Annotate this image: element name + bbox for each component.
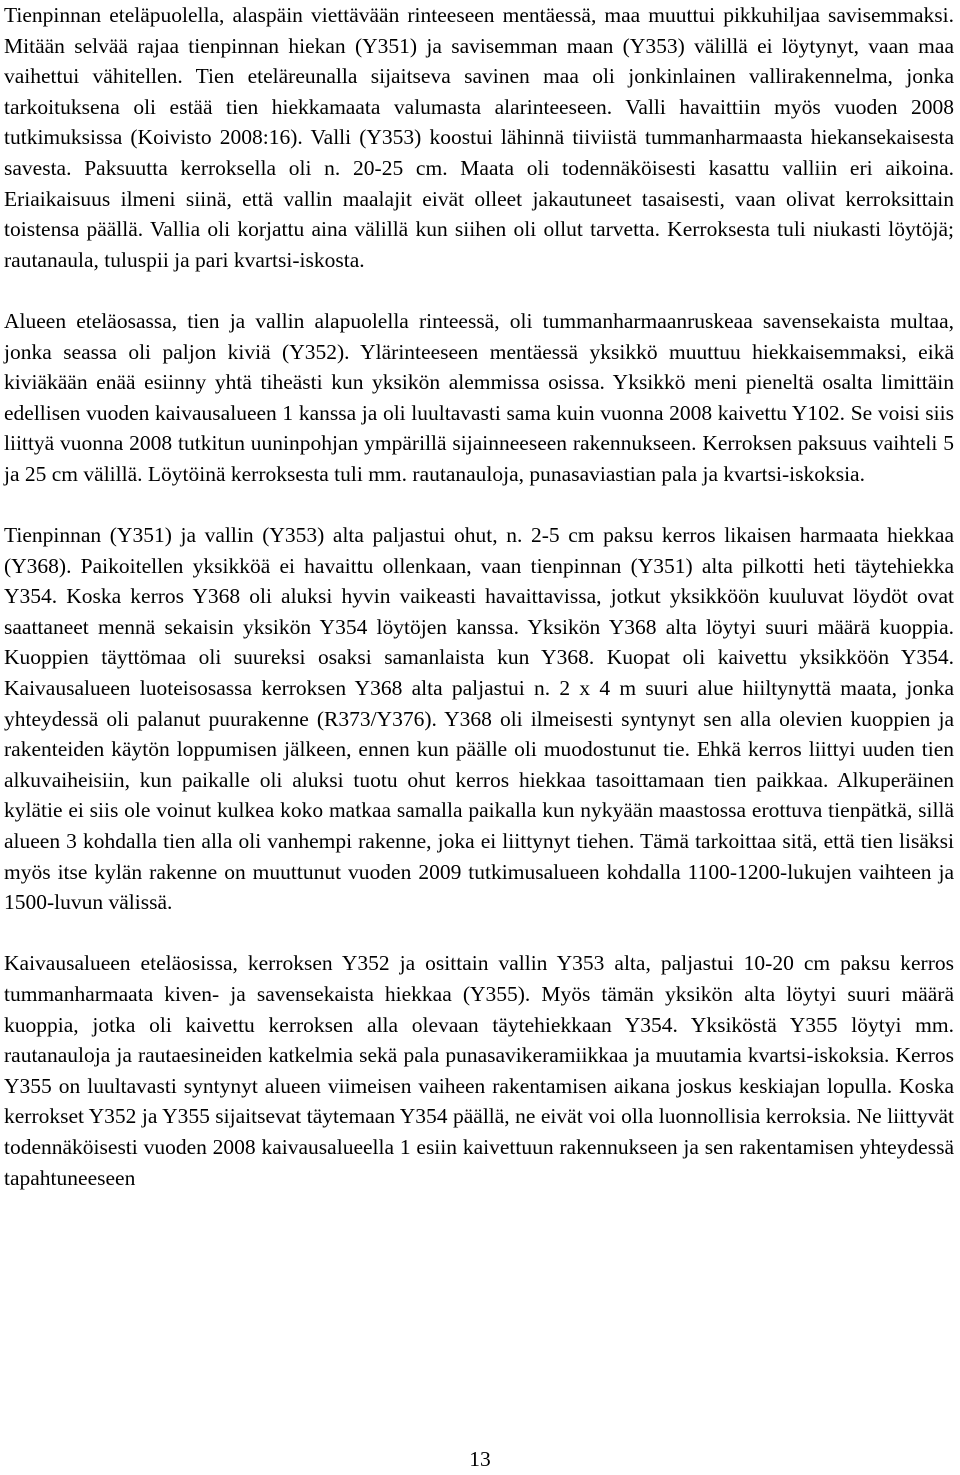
document-page <box>4 0 954 1193</box>
page-number: 13 <box>469 1447 491 1471</box>
paragraph-road-and-embankment: Tienpinnan eteläpuolella, alaspäin viettävään rinteeseen mentäessä, maa muuttui pikkuhiljaa savisemmaksi. Mitään selvää rajaa tienpinnan hiekan (Y351) ja savisemman maan (Y353) välillä ei löytynyt, vaan maa vaihettui vähitellen. Tien eteläreunalla sijaitseva savinen maa oli jonkinlainen vallirakennelma, jonka tarkoituksena oli estää tien hiekkamaata valumasta alarinteeseen. Valli havaittiin myös vuoden 2008 tutkimuksissa (Koivisto 2008:16). Valli (Y353) koostui lähinnä tiiviistä tummanharmaasta hiekansekaisesta savesta. Paksuutta kerroksella oli n. 20-25 cm. Maata oli todennäköisesti kasattu valliin eri aikoina. Eriaikaisuus ilmeni siinä, että vallin maalajit eivät olleet jakautuneet tasaisesti, vaan olivat kerroksittain toistensa päällä. Vallia oli korjattu aina välillä kun siihen oli ollut tarvetta. Kerroksesta tuli niukasti löytöjä; rautanaula, tuluspii ja pari kvartsi-iskosta. <box>4 3 954 272</box>
paragraph-layer-y355: Kaivausalueen eteläosissa, kerroksen Y352 ja osittain vallin Y353 alta, paljastui 10-20 cm paksu kerros tummanharmaata kiven- ja savensekaista hiekkaa (Y355). Myös tämän yksikön alta löytyi suuri määrä kuoppia, jotka oli kaivettu kerroksen alla olevaan täytehiekkaan Y354. Yksiköstä Y355 löytyi mm. rautanauloja ja rautaesineiden katkelmia sekä pala punasavikeramiikkaa ja muutamia kvartsi-iskoksia. Kerros Y355 on luultavasti syntynyt alueen viimeisen vaiheen rakentamisen aikana joskus keskiajan lopulla. Koska kerrokset Y352 ja Y355 sijaitsevat täytemaan Y354 päällä, ne eivät voi olla luonnollisia kerroksia. Ne liittyvät todennäköisesti vuoden 2008 kaivausalueella 1 esiin kaivettuun rakennukseen ja sen rakentamisen yhteydessä tapahtuneeseen <box>4 951 954 1190</box>
paragraph-southern-area-soil: Alueen eteläosassa, tien ja vallin alapuolella rinteessä, oli tummanharmaanruskeaa savensekaista multaa, jonka seassa oli paljon kiviä (Y352). Ylärinteeseen mentäessä yksikkö muuttuu hiekkaisemmaksi, eikä kiviäkään enää esiinny yhtä tiheästi kun yksikön alemmissa osissa. Yksikkö meni pieneltä osalta limittäin edellisen vuoden kaivausalueen 1 kanssa ja oli luultavasti sama kuin vuonna 2008 kaivettu Y102. Se voisi siis liittyä vuonna 2008 tutkitun uuninpohjan ympärillä sijainneeseen rakennukseen. Kerroksen paksuus vaihteli 5 ja 25 cm välillä. Löytöinä kerroksesta tuli mm. rautanauloja, punasaviastian pala ja kvartsi-iskoksia. <box>4 308 954 486</box>
paragraph-sand-layer-y368: Tienpinnan (Y351) ja vallin (Y353) alta paljastui ohut, n. 2-5 cm paksu kerros likaisen harmaata hiekkaa (Y368). Paikoitellen yksikköä ei havaittu ollenkaan, vaan tienpinnan (Y351) alta pilkotti heti täytehiekka Y354. Koska kerros Y368 oli aluksi hyvin vaikeasti havaittavissa, jotkut yksikköön kuuluvat löydöt ovat saattaneet mennä sekaisin yksikön Y354 löytöjen kanssa. Yksikön Y368 alta löytyi suuri määrä kuoppia. Kuoppien täyttömaa oli suureksi osaksi samanlaista kun Y368. Kuopat oli kaivettu yksikköön Y354. Kaivausalueen luoteisosassa kerroksen Y368 alta paljastui n. 2 x 4 m suuri alue hiiltynyttä maata, jonka yhteydessä oli palanut puurakenne (R373/Y376). Y368 oli ilmeisesti syntynyt sen alla olevien kuoppien ja rakenteiden käytön loppumisen jälkeen, ennen kun päälle oli muodostunut tie. Ehkä kerros liittyi uuden tien alkuvaiheisiin, kun paikalle oli aluksi tuotu ohut kerros hiekkaa tasoittamaan tien paikkaa. Alkuperäinen kylätie ei siis ole voinut kulkea koko matkaa samalla paikalla kun nykyään maastossa erottuva tienpätkä, sillä alueen 3 kohdalla tien alla oli vanhempi rakenne, joka ei liittynyt tiehen. Tämä tarkoittaa sitä, että tien lisäksi myös itse kylän rakenne on muuttunut vuoden 2009 tutkimusalueen kohdalla 1100-1200-lukujen vaihteen ja 1500-luvun välissä. <box>4 523 954 915</box>
